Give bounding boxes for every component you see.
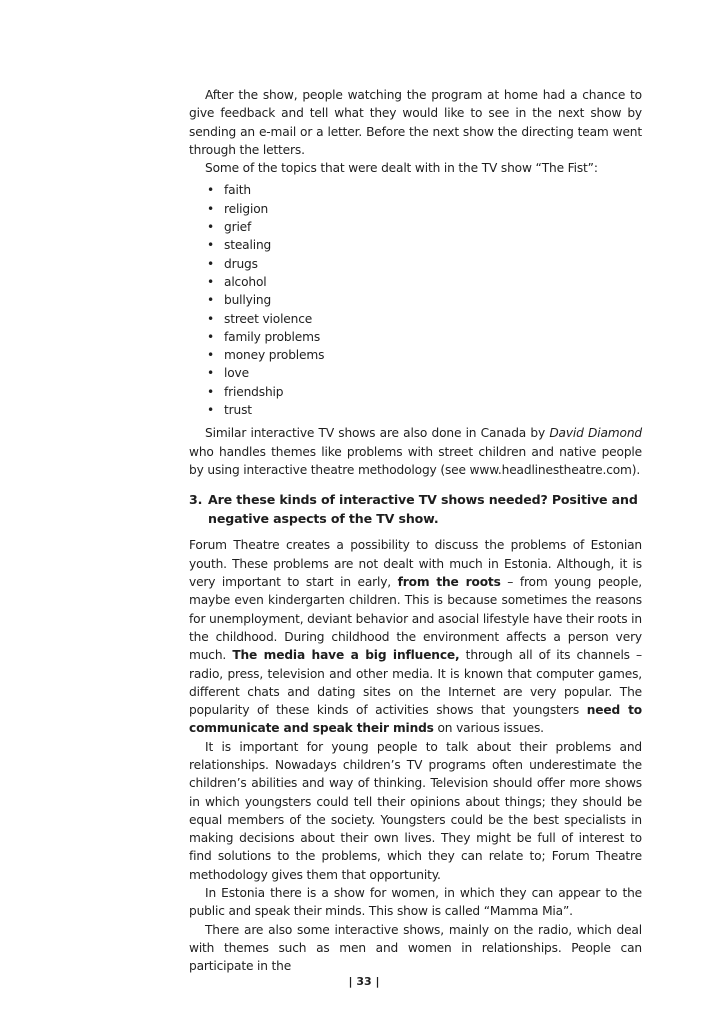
- bullet-icon: •: [207, 274, 215, 289]
- body-paragraph-3: In Estonia there is a show for women, in which they can appear to the public and speak their minds. This show is called “Mamma Mia”.: [189, 886, 642, 919]
- bullet-icon: •: [207, 183, 215, 198]
- topic-label: friendship: [224, 384, 284, 399]
- body-paragraph-1: [189, 536, 642, 737]
- body1-text-3: through all of its channels – radio, press, television and other media. It is known that computer games, different chats and dating sites on the Internet are very popular. The popularity of these kinds of activities shows that youngsters: [189, 648, 642, 718]
- topic-label: bullying: [224, 293, 272, 308]
- body1-bold-3: need to communicate and speak their minds: [189, 703, 642, 736]
- bullet-icon: •: [207, 348, 215, 363]
- topic-list-item: [207, 310, 642, 328]
- topic-label: love: [224, 366, 249, 381]
- body1-text-2: – from young people, maybe even kindergarten children. This is because sometimes the reasons for unemployment, deviant behavior and asocial lifestyle have their roots in the childhood. During childhood the environment affects a person very much.: [189, 575, 642, 663]
- body-paragraph-2: It is important for young people to talk about their problems and relationships. Nowadays children’s TV programs often underestimate the children’s abilities and way of thinking. Television should offer more shows in which youngsters could tell their opinions about things; they should be equal members of the society. Youngsters could be the best specialists in making decisions about their own lives. They might be full of interest to find solutions to the problems, which they can relate to; Forum Theatre methodology gives them that opportunity.: [189, 739, 642, 882]
- bullet-icon: •: [207, 293, 215, 308]
- topic-list-item: [207, 383, 642, 401]
- bullet-icon: •: [207, 311, 215, 326]
- bullet-icon: •: [207, 220, 215, 235]
- body1-bold-1: from the roots: [397, 575, 501, 590]
- topic-list-item: [207, 181, 642, 199]
- bullet-icon: •: [207, 201, 215, 216]
- topic-label: street violence: [224, 311, 313, 326]
- topic-label: religion: [224, 201, 269, 216]
- section-title: Are these kinds of interactive TV shows needed? Positive and negative aspects of the TV show.: [208, 492, 638, 526]
- topic-list-item: [207, 364, 642, 382]
- topic-label: money problems: [224, 348, 325, 363]
- bullet-icon: •: [207, 384, 215, 399]
- bullet-icon: •: [207, 238, 215, 253]
- body1-text-1: Forum Theatre creates a possibility to discuss the problems of Estonian youth. These problems are not dealt with much in Estonia. Although, it is very important to start in early,: [189, 538, 642, 590]
- topic-list-item: [207, 273, 642, 291]
- topic-label: trust: [224, 403, 252, 418]
- topics-intro-paragraph: Some of the topics that were dealt with in the TV show “The Fist”:: [205, 161, 598, 176]
- topic-list-item: [207, 218, 642, 236]
- topic-label: alcohol: [224, 274, 267, 289]
- canada-paragraph: [189, 424, 642, 479]
- bullet-icon: •: [207, 329, 215, 344]
- body1-text-4: on various issues.: [433, 721, 544, 736]
- topic-label: grief: [224, 220, 252, 235]
- bullet-icon: •: [207, 256, 215, 271]
- topic-list-item: [207, 255, 642, 273]
- canada-text-before: Similar interactive TV shows are also done in Canada by: [205, 426, 550, 441]
- topic-label: drugs: [224, 256, 258, 271]
- topic-list-item: [207, 200, 642, 218]
- topic-label: stealing: [224, 238, 272, 253]
- canada-person-name: David Diamond: [549, 426, 642, 441]
- top-text-block: [189, 86, 642, 976]
- body-paragraph-4: There are also some interactive shows, mainly on the radio, which deal with themes such as men and women in relationships. People can participate in the: [189, 922, 642, 974]
- page-number: | 33 |: [348, 975, 380, 988]
- topic-list-item: [207, 291, 642, 309]
- topic-list-item: [207, 346, 642, 364]
- body1-bold-2: The media have a big influence,: [232, 648, 460, 663]
- topic-list-item: [207, 401, 642, 419]
- bullet-icon: •: [207, 403, 215, 418]
- topic-label: faith: [224, 183, 251, 198]
- topic-list-item: [207, 236, 642, 254]
- intro-paragraph: After the show, people watching the program at home had a chance to give feedback and tell what they would like to see in the next show by sending an e-mail or a letter. Before the next show the directing team went through the letters.: [189, 88, 642, 157]
- topic-label: family problems: [224, 329, 321, 344]
- bullet-icon: •: [207, 366, 215, 381]
- topics-list: [189, 181, 642, 419]
- topic-list-item: [207, 328, 642, 346]
- canada-text-after: who handles themes like problems with street children and native people by using interactive theatre methodology (see www.headlinestheatre.com).: [189, 444, 642, 477]
- section-number: 3.: [189, 492, 203, 508]
- section-heading: [189, 491, 642, 528]
